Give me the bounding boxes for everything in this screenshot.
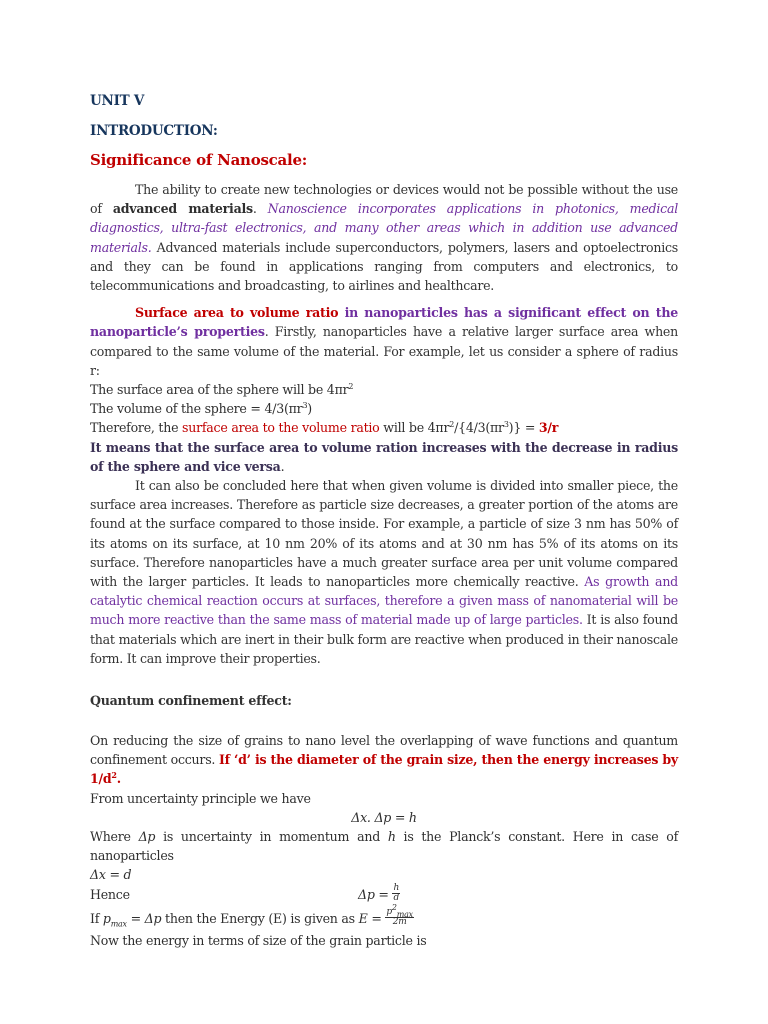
energy-definition-line <box>90 902 678 931</box>
energy-fraction <box>385 902 413 927</box>
if-text: If <box>90 910 103 926</box>
fraction-numerator-h: h <box>393 882 400 893</box>
ratio-mid-2: /{4/3(πr <box>454 420 504 436</box>
para3-text-2: It is also found that materials which are inert in their bulk form are reactive when produced in their nanoscale form. It can improve their properties. <box>90 612 678 666</box>
ratio-prefix: Therefore, the <box>90 420 183 436</box>
conclusion-text: It means that the surface area to volume ration increases with the decrease in radius of the sphere and vice versa <box>90 439 678 474</box>
document-body <box>90 92 678 950</box>
surface-area-exponent: 2 <box>348 381 354 391</box>
volume-line <box>90 399 678 418</box>
introduction-heading: INTRODUCTION: <box>90 123 218 139</box>
ratio-exp-1: 2 <box>449 420 455 430</box>
conclusion-statement <box>90 438 678 476</box>
para2-purple: in nanoparticles has a significant effect on the nanoparticle’s properties <box>90 305 678 340</box>
ratio-result: 3/r <box>538 420 559 436</box>
para3-purple: As growth and catalytic chemical reaction occurs at surfaces, therefore a given mass of nanomaterial will be much more reactive than the same mass of material made up of large particles. <box>90 574 678 628</box>
ratio-line <box>90 418 678 437</box>
volume-exponent: 3 <box>302 401 308 411</box>
energy-num-p: p <box>386 906 392 917</box>
delta-p-lhs: Δp = <box>358 886 393 902</box>
surface-area-text: The surface area of the sphere will be 4πr <box>90 382 349 398</box>
para1-bold: advanced materials <box>112 201 253 217</box>
quantum-heading: Quantum confinement effect: <box>90 693 292 709</box>
paragraph-surface-area <box>90 303 678 380</box>
significance-heading: Significance of Nanoscale: <box>90 151 308 169</box>
conclusion-end: . <box>280 458 285 474</box>
uncertainty-line: From uncertainty principle we have <box>90 790 311 806</box>
where-delta-p: Δp <box>138 828 156 844</box>
energy-given-text: then the Energy (E) is given as <box>161 910 359 926</box>
para3-text-1: It can also be concluded here that when given volume is divided into smaller piece, the surface area increases. Therefore as particle size decreases, a greater portion of the atoms are found at the surface compared to those inside. For example, a particle of size 3 nm has 50% of its atoms on its surface, at 10 nm 20% of its atoms and at 30 nm has 5% of its atoms on its surface. Therefore nanoparticles have a much greater surface area per unit volume compared with the larger particles. It leads to nanoparticles more chemically reactive. <box>90 478 678 590</box>
h-over-d-fraction <box>392 884 400 903</box>
para1-italic: Nanoscience incorporates applications in photonics, medical diagnostics, ultra-fast electronics, and many other areas which in addition use advanced materials. <box>90 201 678 255</box>
unit-heading: UNIT V <box>90 93 145 109</box>
where-text-2: is uncertainty in momentum and <box>155 828 388 844</box>
energy-size-line: Now the energy in terms of size of the grain particle is <box>90 932 427 948</box>
hence-text: Hence <box>90 886 130 902</box>
quantum-red: If ‘d’ is the diameter of the grain size, then the energy increases by 1/d <box>90 752 678 787</box>
volume-text: The volume of the sphere = 4/3(πr <box>90 401 303 417</box>
ratio-mid-3: )} = <box>508 420 539 436</box>
para2-text: . Firstly, nanoparticles have a relative larger surface area when compared to the same volume of the material. For example, let us consider a sphere of radius r: <box>90 324 678 378</box>
hence-line <box>90 882 678 909</box>
energy-fraction-numerator <box>385 902 413 919</box>
delta-x-equation: Δx = d <box>90 867 132 883</box>
uncertainty-equation: Δx. Δp = h <box>351 809 417 825</box>
p-symbol: p <box>102 910 111 926</box>
energy-num-sub: max <box>396 909 413 919</box>
energy-fraction-denominator: 2m <box>392 916 407 927</box>
ratio-red: surface area to the volume ratio <box>182 420 380 436</box>
para2-red: Surface area to volume ratio <box>135 305 339 321</box>
p-max-subscript: max <box>110 919 127 929</box>
energy-num-sup: 2 <box>391 902 397 912</box>
quantum-red-end: . <box>116 771 121 787</box>
para1-text-2: . <box>252 201 268 217</box>
paragraph-reactivity <box>90 476 678 668</box>
para1-text-1: The ability to create new technologies or devices would not be possible without the use of <box>90 182 678 217</box>
ratio-mid-1: will be 4πr <box>379 420 450 436</box>
delta-p-equation <box>358 882 400 904</box>
equals-delta-p: = Δp <box>126 910 162 926</box>
where-text-1: Where <box>90 828 139 844</box>
where-h: h <box>387 828 396 844</box>
paragraph-quantum <box>90 731 678 789</box>
where-line <box>90 827 678 865</box>
quantum-red-exp: 2 <box>111 770 117 781</box>
fraction-denominator-d: d <box>393 892 399 903</box>
volume-suffix: ) <box>307 401 312 417</box>
ratio-exp-2: 3 <box>503 420 509 430</box>
paragraph-advanced-materials <box>90 180 678 295</box>
para1-text-3: Advanced materials include superconductors, polymers, lasers and optoelectronics and they can be found in applications ranging from computers and electronics, to telecommunications and broadcasting, to airlines and healthcare. <box>90 239 678 294</box>
quantum-text: On reducing the size of grains to nano level the overlapping of wave functions and quantum confinement occurs. <box>90 733 678 768</box>
surface-area-line <box>90 380 678 399</box>
where-text-3: is the Planck’s constant. Here in case of nanoparticles <box>90 828 678 864</box>
energy-e-lhs: E = <box>358 910 386 926</box>
